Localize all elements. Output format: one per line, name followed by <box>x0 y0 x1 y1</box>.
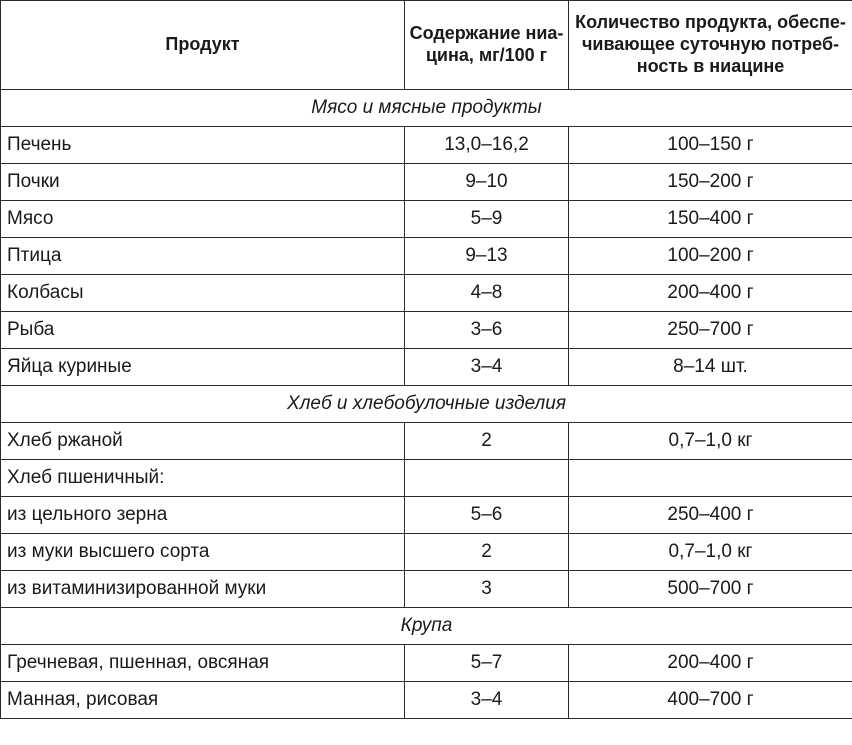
section-row-groats <box>1 608 852 645</box>
table-row <box>1 534 852 571</box>
product-cell: Гречневая, пшенная, овсяная <box>1 645 405 682</box>
table-row <box>1 312 852 349</box>
product-cell: из витаминизированной муки <box>1 571 405 608</box>
content-cell: 5–7 <box>405 645 569 682</box>
table-row <box>1 127 852 164</box>
section-title: Крупа <box>1 608 852 645</box>
product-cell: Почки <box>1 164 405 201</box>
amount-cell: 150–200 г <box>569 164 852 201</box>
content-cell: 5–9 <box>405 201 569 238</box>
product-cell: Колбасы <box>1 275 405 312</box>
product-cell: Птица <box>1 238 405 275</box>
product-cell: из муки высшего сорта <box>1 534 405 571</box>
product-cell: Хлеб ржаной <box>1 423 405 460</box>
header-amount-line-1: Количество продукта, обеспе- <box>575 12 846 33</box>
section-title: Хлеб и хлебобулочные изделия <box>1 386 852 423</box>
header-niacin-content <box>405 1 569 90</box>
content-cell: 3–4 <box>405 682 569 719</box>
amount-cell <box>569 460 852 497</box>
amount-cell: 8–14 шт. <box>569 349 852 386</box>
table-row <box>1 201 852 238</box>
header-content-line-2: цина, мг/100 г <box>425 45 548 65</box>
amount-cell: 150–400 г <box>569 201 852 238</box>
table-row <box>1 497 852 534</box>
table-header-row <box>1 1 852 90</box>
amount-cell: 100–150 г <box>569 127 852 164</box>
content-cell: 5–6 <box>405 497 569 534</box>
table-row <box>1 423 852 460</box>
product-cell: Рыба <box>1 312 405 349</box>
product-cell: Печень <box>1 127 405 164</box>
amount-cell: 100–200 г <box>569 238 852 275</box>
product-cell: из цельного зерна <box>1 497 405 534</box>
header-product <box>1 1 405 90</box>
content-cell: 9–10 <box>405 164 569 201</box>
content-cell: 9–13 <box>405 238 569 275</box>
section-title: Мясо и мясные продукты <box>1 90 852 127</box>
section-row-bread <box>1 386 852 423</box>
table-row <box>1 571 852 608</box>
amount-cell: 200–400 г <box>569 275 852 312</box>
table-row <box>1 349 852 386</box>
content-cell: 2 <box>405 423 569 460</box>
amount-cell: 200–400 г <box>569 645 852 682</box>
content-cell: 2 <box>405 534 569 571</box>
content-cell: 13,0–16,2 <box>405 127 569 164</box>
table-row <box>1 682 852 719</box>
amount-cell: 0,7–1,0 кг <box>569 534 852 571</box>
content-cell: 4–8 <box>405 275 569 312</box>
content-cell: 3–6 <box>405 312 569 349</box>
header-product-label: Продукт <box>165 34 240 55</box>
product-cell: Яйца куриные <box>1 349 405 386</box>
amount-cell: 0,7–1,0 кг <box>569 423 852 460</box>
header-amount-line-3: ность в ниацине <box>636 55 785 76</box>
table-row <box>1 275 852 312</box>
header-amount-line-2: чивающее суточную потреб- <box>581 34 840 55</box>
header-daily-amount <box>569 1 852 90</box>
product-cell: Мясо <box>1 201 405 238</box>
table-row <box>1 645 852 682</box>
header-content-line-1: Содержание ниа- <box>409 23 564 44</box>
content-cell: 3–4 <box>405 349 569 386</box>
table-row <box>1 460 852 497</box>
table-row <box>1 238 852 275</box>
content-cell <box>405 460 569 497</box>
amount-cell: 500–700 г <box>569 571 852 608</box>
product-cell: Манная, рисовая <box>1 682 405 719</box>
amount-cell: 250–700 г <box>569 312 852 349</box>
amount-cell: 250–400 г <box>569 497 852 534</box>
content-cell: 3 <box>405 571 569 608</box>
product-cell: Хлеб пшеничный: <box>1 460 405 497</box>
section-row-meat <box>1 90 852 127</box>
table-row <box>1 164 852 201</box>
amount-cell: 400–700 г <box>569 682 852 719</box>
